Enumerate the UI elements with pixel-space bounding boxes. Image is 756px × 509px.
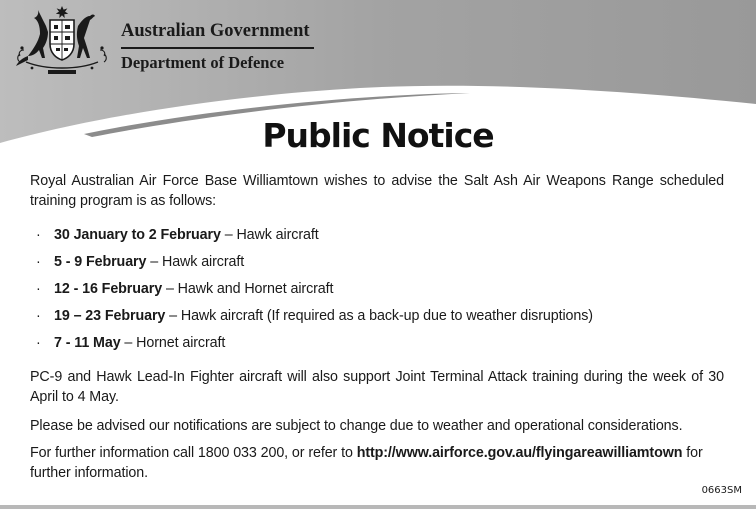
list-item [36, 333, 593, 360]
schedule-detail: – Hawk and Hornet aircraft [162, 281, 334, 297]
list-item [36, 225, 593, 252]
schedule-dates: 12 - 16 February [54, 281, 163, 297]
schedule-dates: 30 January to 2 February [54, 227, 221, 243]
bullet: · [36, 308, 41, 324]
schedule-detail: – Hawk aircraft [220, 227, 319, 243]
contact-suffix-text: for further information. [30, 445, 703, 481]
bullet: · [36, 227, 41, 243]
commonwealth-coat-of-arms-icon [12, 4, 112, 76]
bullet: · [36, 281, 41, 297]
bullet: · [36, 335, 41, 351]
contact-paragraph [30, 443, 724, 483]
list-item [36, 279, 593, 306]
schedule-detail: – Hawk aircraft (If required as a back-up due to weather disruptions) [165, 308, 593, 324]
government-name: Australian Government [121, 21, 310, 41]
schedule-list [36, 225, 593, 360]
contact-phone-text: For further information call 1800 033 200, or refer to [30, 445, 357, 461]
intro-paragraph: Royal Australian Air Force Base Williamtown wishes to advise the Salt Ash Air Weapons Range scheduled training program is as follows: [30, 173, 724, 209]
list-item [36, 252, 593, 279]
bottom-border [0, 505, 756, 509]
schedule-detail: – Hawk aircraft [146, 254, 245, 270]
schedule-dates: 7 - 11 May [54, 335, 121, 351]
list-item [36, 306, 593, 333]
website-link[interactable]: http://www.airforce.gov.au/flyingareawilliamtown [356, 445, 683, 461]
support-paragraph: PC-9 and Hawk Lead-In Fighter aircraft will also support Joint Terminal Attack training during the week of 30 April to 4 May. [30, 369, 724, 405]
schedule-dates: 19 – 23 February [54, 308, 166, 324]
advisory-paragraph: Please be advised our notifications are subject to change due to weather and operational considerations. [30, 418, 683, 434]
schedule-dates: 5 - 9 February [54, 254, 147, 270]
schedule-detail: – Hornet aircraft [120, 335, 226, 351]
header-divider [121, 47, 314, 49]
department-name: Department of Defence [121, 53, 285, 72]
bullet: · [36, 254, 41, 270]
notice-title: Public Notice [262, 116, 494, 155]
reference-code: 0663SM [701, 485, 742, 496]
